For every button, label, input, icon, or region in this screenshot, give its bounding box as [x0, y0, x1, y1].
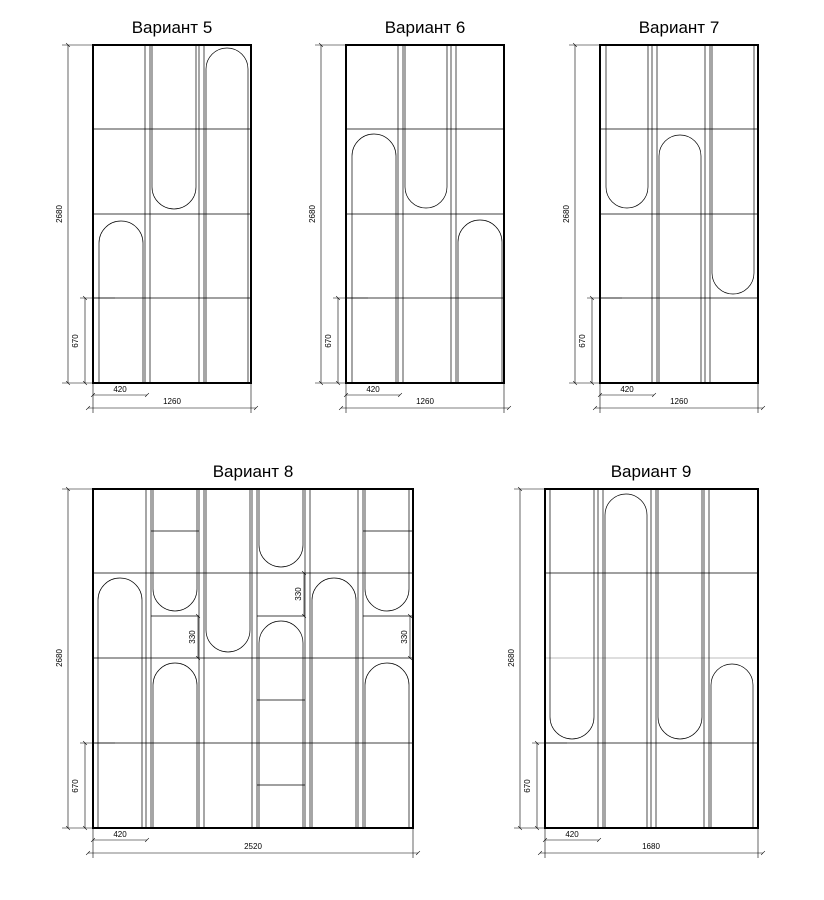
arch-panel [98, 578, 142, 828]
height-label: 2680 [562, 205, 571, 223]
module-width-label: 420 [113, 385, 127, 394]
module-width-label: 420 [565, 830, 579, 839]
column-lines [146, 489, 363, 828]
variant-title: Вариант 7 [638, 18, 720, 37]
base-height-label: 670 [71, 779, 80, 793]
arch-panel [405, 45, 447, 208]
arch-panel [605, 494, 647, 828]
variant-6 [308, 18, 509, 413]
inner-dim-label: 330 [188, 630, 197, 644]
total-width-label: 1680 [642, 842, 660, 851]
inner-dim-label: 330 [400, 630, 409, 644]
arch-panel [206, 489, 250, 652]
arch-panel [365, 663, 409, 828]
arch-panel [658, 489, 702, 739]
arch-panel [153, 489, 197, 611]
arch-panel [458, 220, 502, 383]
module-width-label: 420 [620, 385, 634, 394]
row-lines [600, 129, 758, 298]
dimensions [55, 45, 256, 413]
arch-panel [712, 45, 754, 294]
arch-panel [365, 489, 409, 611]
arch-panel [659, 135, 701, 383]
arch-panel [153, 663, 197, 828]
row-lines [93, 129, 251, 298]
total-width-label: 1260 [670, 397, 688, 406]
inner-dim-label: 330 [294, 587, 303, 601]
variant-8 [55, 462, 418, 858]
row-lines [545, 573, 758, 743]
variant-7 [562, 18, 763, 413]
variant-9 [507, 462, 763, 858]
arch-panel [606, 45, 648, 208]
arch-panel [152, 45, 196, 209]
dimensions [55, 489, 418, 858]
arch-panel [550, 489, 594, 739]
arch-panel [352, 134, 396, 383]
dimensions [308, 45, 509, 413]
variant-title: Вариант 9 [610, 462, 692, 481]
arch-panel [711, 664, 753, 828]
total-width-label: 1260 [163, 397, 181, 406]
arch-panel [206, 48, 248, 383]
variant-title: Вариант 6 [384, 18, 466, 37]
column-lines [598, 489, 709, 828]
dimensions [562, 45, 763, 413]
height-label: 2680 [308, 205, 317, 223]
module-width-label: 420 [366, 385, 380, 394]
variant-title: Вариант 8 [212, 462, 294, 481]
arch-panel [259, 621, 303, 828]
height-label: 2680 [55, 205, 64, 223]
total-width-label: 2520 [244, 842, 262, 851]
height-label: 2680 [507, 649, 516, 667]
module-width-label: 420 [113, 830, 127, 839]
arch-panel [312, 578, 356, 828]
total-width-label: 1260 [416, 397, 434, 406]
base-height-label: 670 [324, 334, 333, 348]
arch-panel [259, 489, 303, 567]
arch-panel [99, 221, 143, 383]
row-lines [346, 129, 504, 298]
height-label: 2680 [55, 649, 64, 667]
variant-5 [55, 18, 256, 413]
variant-title: Вариант 5 [131, 18, 213, 37]
panel-frame [545, 489, 758, 828]
base-height-label: 670 [71, 334, 80, 348]
base-height-label: 670 [523, 779, 532, 793]
base-height-label: 670 [578, 334, 587, 348]
